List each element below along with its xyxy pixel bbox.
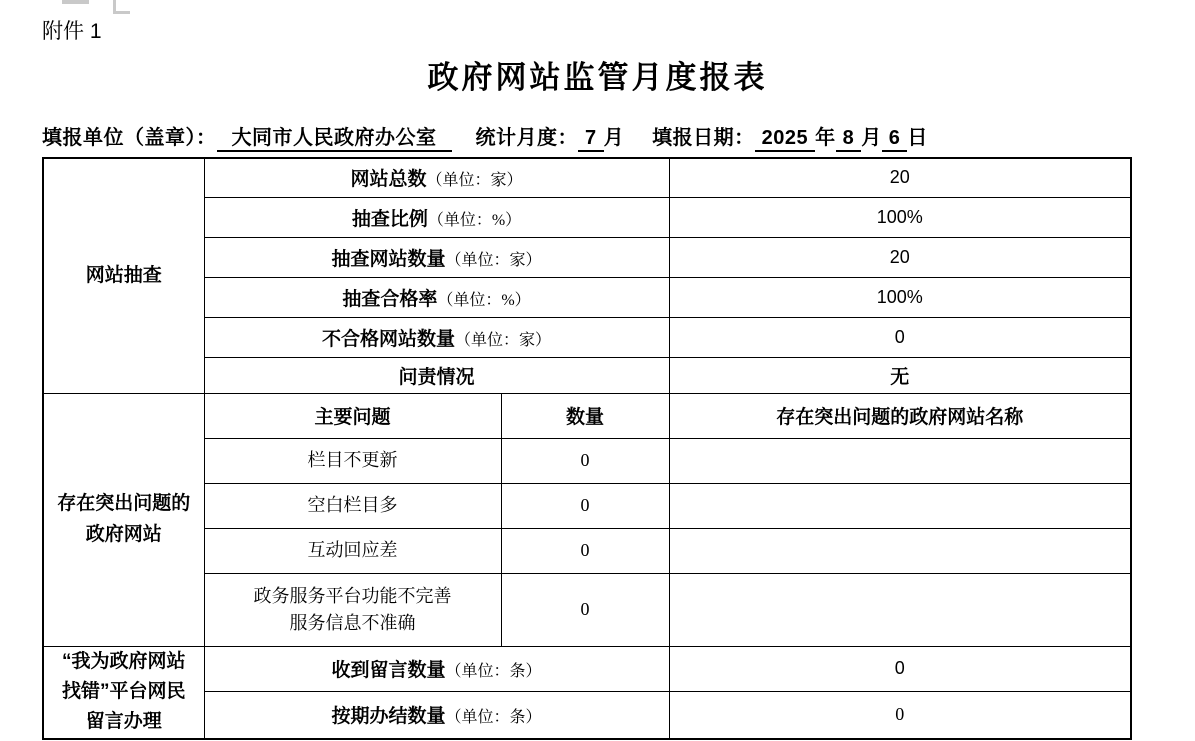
section1-row-value: 20 <box>669 237 1131 277</box>
column-header-problem: 主要问题 <box>204 393 501 438</box>
section3-row-label: 按期办结数量（单位：条） <box>204 691 669 739</box>
problem-label: 栏目不更新 <box>204 438 501 483</box>
problem-count: 0 <box>501 528 669 573</box>
report-table <box>42 157 1132 740</box>
page-corner-artifact <box>62 0 89 4</box>
section2-header-line2: 政府网站 <box>85 523 162 545</box>
section2-header-cell <box>43 393 204 646</box>
section3-header-line1: “我为政府网站 <box>61 650 186 672</box>
stat-month-suffix: 月 <box>603 127 625 149</box>
section1-row-label: 网站总数（单位：家） <box>204 158 669 197</box>
date-day-suffix: 日 <box>907 127 928 149</box>
section3-row-label: 收到留言数量（单位：条） <box>204 646 669 691</box>
section1-row-label: 不合格网站数量（单位：家） <box>204 317 669 357</box>
problem-label: 空白栏目多 <box>204 483 501 528</box>
filing-date-day: 6 <box>882 127 908 152</box>
report-meta <box>42 121 928 152</box>
column-header-sites: 存在突出问题的政府网站名称 <box>669 393 1131 438</box>
page-title: 政府网站监管月度报表 <box>427 60 768 95</box>
problem-count: 0 <box>501 438 669 483</box>
section1-row-value: 100% <box>669 277 1131 317</box>
section1-header: 网站抽查 <box>85 264 162 286</box>
section1-header-cell <box>43 158 204 393</box>
filing-unit-label: 填报单位（盖章）： <box>42 127 217 149</box>
section1-row-value: 无 <box>669 357 1131 393</box>
stat-month-value: 7 <box>578 127 604 152</box>
stat-month-label: 统计月度： <box>475 127 578 149</box>
section1-row-label: 问责情况 <box>204 357 669 393</box>
section3-header-line2: 找错”平台网民 <box>61 680 186 702</box>
section2-header-line1: 存在突出问题的 <box>57 493 191 515</box>
section1-row-value: 0 <box>669 317 1131 357</box>
filing-date-label: 填报日期： <box>652 127 755 149</box>
page-corner-artifact <box>113 11 130 14</box>
section1-row-value: 100% <box>669 197 1131 237</box>
section1-row-label: 抽查网站数量（单位：家） <box>204 237 669 277</box>
problem-sites <box>669 483 1131 528</box>
section3-row-value: 0 <box>669 646 1131 691</box>
problem-sites <box>669 573 1131 646</box>
problem-count: 0 <box>501 573 669 646</box>
problem-count: 0 <box>501 483 669 528</box>
date-month-suffix: 月 <box>861 127 882 149</box>
filing-unit-value: 大同市人民政府办公室 <box>217 127 452 152</box>
section3-header-cell <box>43 646 204 739</box>
column-header-count: 数量 <box>501 393 669 438</box>
section3-row-value: 0 <box>669 691 1131 739</box>
filing-date-year: 2025 <box>755 127 816 152</box>
problem-sites <box>669 528 1131 573</box>
filing-date-month: 8 <box>836 127 862 152</box>
problem-label: 政务服务平台功能不完善 服务信息不准确 <box>204 573 501 646</box>
section1-row-value: 20 <box>669 158 1131 197</box>
section1-row-label: 抽查合格率（单位：%） <box>204 277 669 317</box>
problem-sites <box>669 438 1131 483</box>
problem-label: 互动回应差 <box>204 528 501 573</box>
section1-row-label: 抽查比例（单位：%） <box>204 197 669 237</box>
section3-header-line3: 留言办理 <box>85 711 162 733</box>
attachment-label: 附件 1 <box>42 20 102 43</box>
year-suffix: 年 <box>815 127 836 149</box>
